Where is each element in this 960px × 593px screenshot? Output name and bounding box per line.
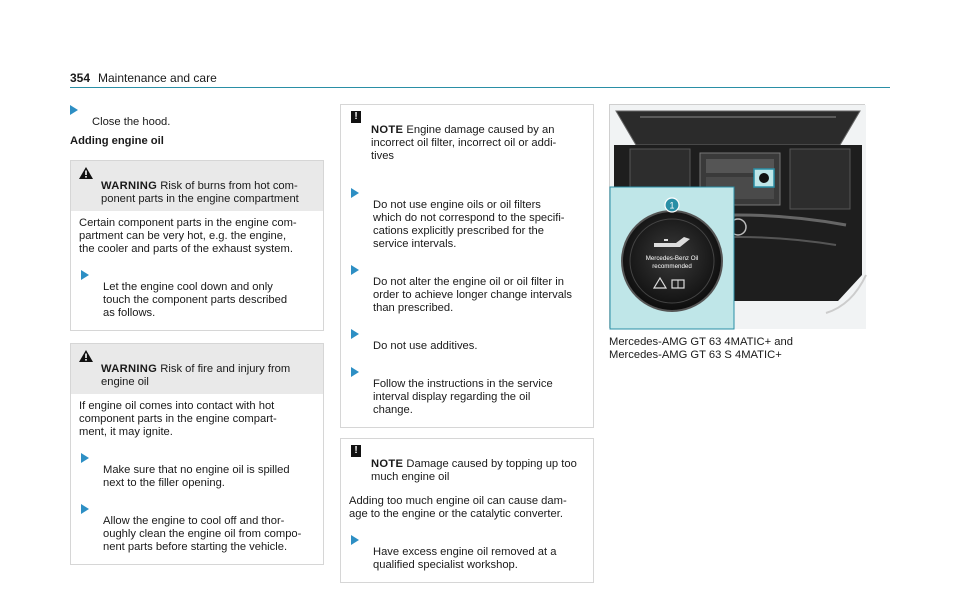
section-title: Maintenance and care	[98, 71, 217, 85]
column-right	[609, 104, 865, 362]
note-step: Do not alter the engine oil or oil filter in order to achieve longer change intervals than prescribed.	[351, 263, 585, 315]
engine-compartment-figure	[609, 104, 865, 328]
warning-keyword: WARNING	[101, 363, 158, 375]
warning-body: If engine oil comes into contact with hot component parts in the engine compart- ment, it may ignite.	[79, 400, 277, 438]
cap-text-line2: recommended	[652, 263, 692, 270]
note-title: Damage caused by topping up too much engine oil	[371, 458, 577, 483]
warning-step: Let the engine cool down and only touch the component parts described as follows.	[81, 268, 315, 320]
header-rule	[70, 87, 890, 88]
note-step: Do not use additives.	[351, 327, 585, 353]
note-keyword: NOTE	[371, 124, 404, 136]
engine-illustration	[610, 105, 866, 329]
column-middle	[340, 104, 594, 593]
note-box-overfill	[340, 438, 594, 583]
note-title: Engine damage caused by an incorrect oil filter, incorrect oil or addi- tives	[371, 124, 557, 162]
page-number: 354	[70, 71, 91, 85]
step-arrow-icon	[81, 270, 89, 280]
note-header	[341, 105, 593, 168]
warning-step: Allow the engine to cool off and thor- oughly clean the engine oil from compo- nent parts before starting the vehicle.	[81, 502, 315, 554]
note-step: Follow the instructions in the service interval display regarding the oil change.	[351, 365, 585, 417]
step-arrow-icon	[81, 504, 89, 514]
note-exclamation-icon: !	[351, 445, 361, 457]
warning-header	[71, 161, 323, 211]
warning-title: Risk of fire and injury from engine oil	[101, 363, 291, 388]
warning-keyword: WARNING	[101, 180, 158, 192]
warning-body: Certain component parts in the engine com- partment can be very hot, e.g. the engine, the cooler and parts of the exhaust system.	[79, 217, 297, 255]
note-exclamation-icon: !	[351, 111, 361, 123]
figure-caption: Mercedes-AMG GT 63 4MATIC+ and Mercedes-AMG GT 63 S 4MATIC+	[609, 336, 793, 361]
note-step: Have excess engine oil removed at a qualified specialist workshop.	[351, 533, 585, 572]
step-arrow-icon	[351, 329, 359, 339]
warning-title: Risk of burns from hot com- ponent parts in the engine compartment	[101, 180, 299, 205]
step-close-hood: Close the hood.	[70, 103, 324, 129]
note-keyword: NOTE	[371, 458, 404, 470]
step-arrow-icon	[81, 453, 89, 463]
note-step: Do not use engine oils or oil filters which do not correspond to the specifi- cations explicitly prescribed for the service intervals.	[351, 186, 585, 251]
page-header	[70, 68, 890, 90]
warning-box-fire	[70, 343, 324, 565]
callout-number: 1	[669, 200, 675, 211]
step-arrow-icon	[70, 105, 78, 115]
step-arrow-icon	[351, 535, 359, 545]
step-arrow-icon	[351, 188, 359, 198]
warning-step: Make sure that no engine oil is spilled next to the filler opening.	[81, 451, 315, 490]
note-box-oil-filter	[340, 104, 594, 428]
heading-adding-engine-oil: Adding engine oil	[70, 135, 164, 147]
step-arrow-icon	[351, 367, 359, 377]
warning-header	[71, 344, 323, 394]
note-header	[341, 439, 593, 489]
warning-triangle-icon	[79, 167, 93, 179]
warning-box-burns	[70, 160, 324, 331]
column-left	[70, 99, 324, 575]
warning-triangle-icon	[79, 350, 93, 362]
step-arrow-icon	[351, 265, 359, 275]
note-body: Adding too much engine oil can cause dam- age to the engine or the catalytic converter.	[349, 495, 567, 520]
cap-text-line1: Mercedes-Benz Oil	[645, 255, 699, 262]
